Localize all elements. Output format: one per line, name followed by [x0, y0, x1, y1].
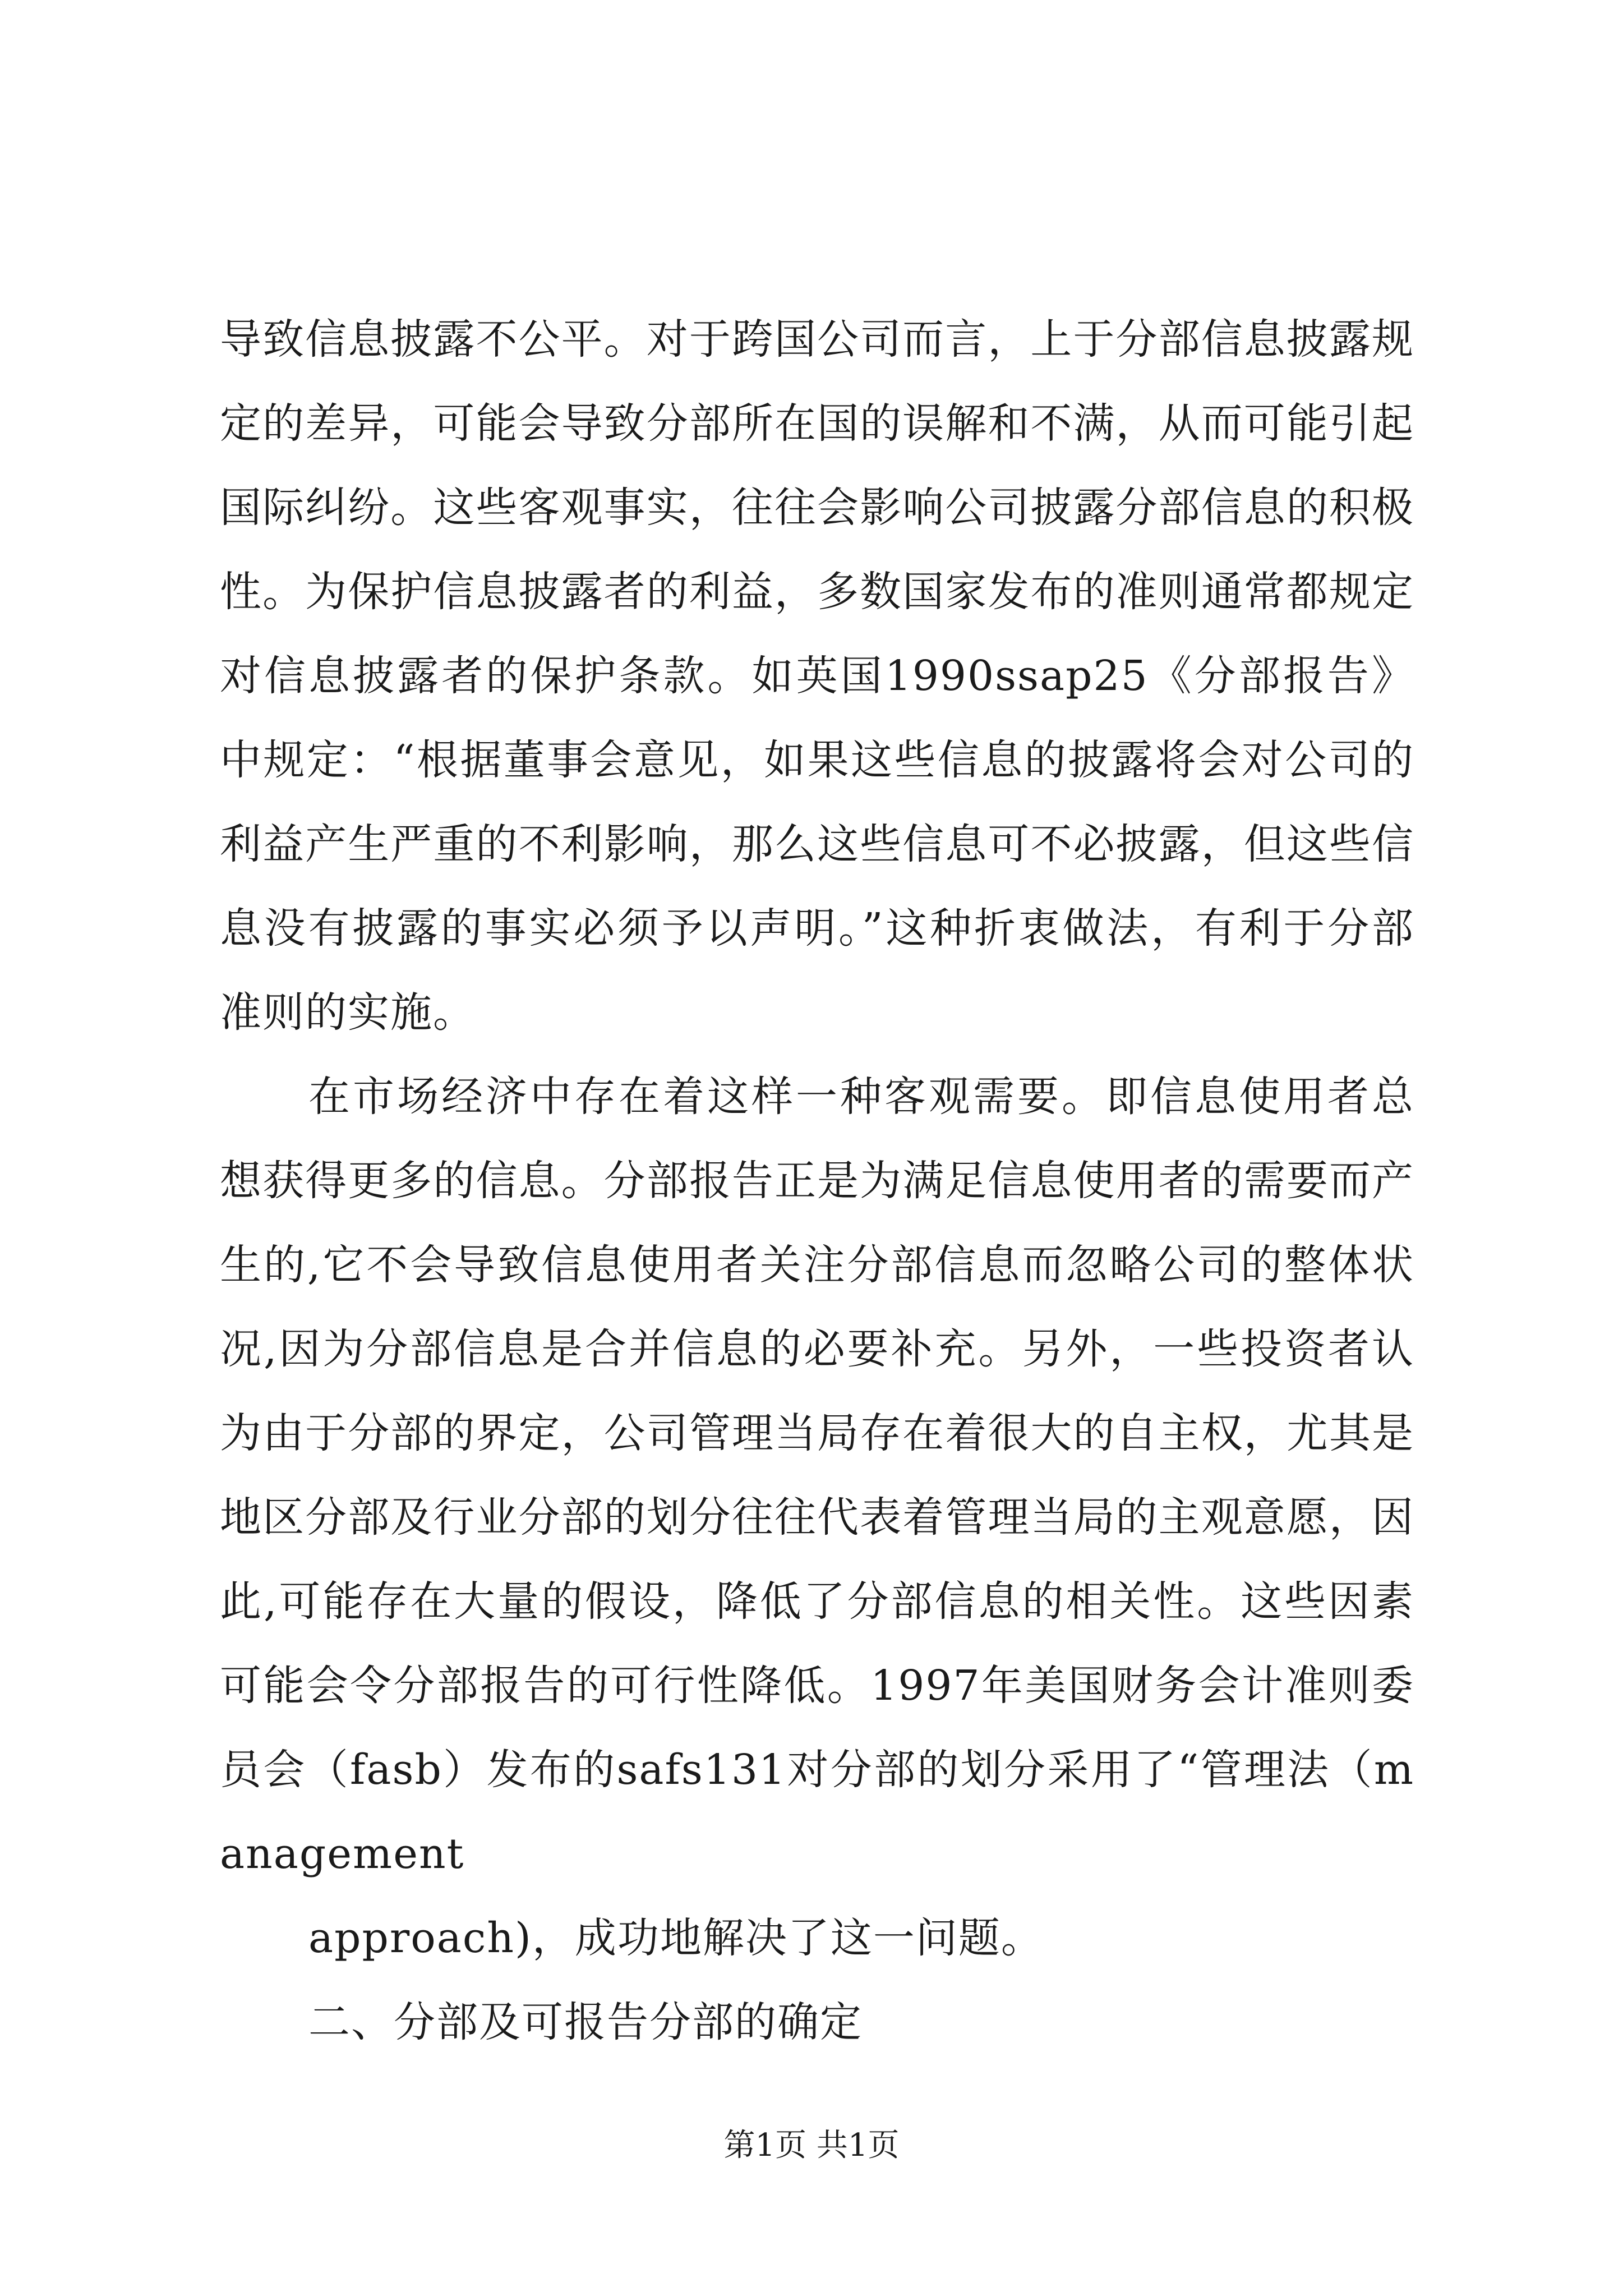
- page-footer: 第1页 共1页: [723, 2127, 900, 2164]
- paragraph-1: 导致信息披露不公平。对于跨国公司而言，上于分部信息披露规定的差异，可能会导致分部所在国的误解和不满，从而可能引起国际纠纷。这些客观事实，往往会影响公司披露分部信息的积极性。为保护信息披露者的利益，多数国家发布的准则通常都规定对信息披露者的保护条款。如英国1990ssap25《分部报告》中规定：“根据董事会意见，如果这些信息的披露将会对公司的利益产生严重的不利影响，那么这些信息可不必披露，但这些信息没有披露的事实必须予以声明。”这种折衷做法，有利于分部准则的实施。: [220, 315, 1414, 1037]
- section-heading: 二、分部及可报告分部的确定: [308, 1998, 863, 2046]
- paragraph-2: 在市场经济中存在着这样一种客观需要。即信息使用者总想获得更多的信息。分部报告正是为满足信息使用者的需要而产生的,它不会导致信息使用者关注分部信息而忽略公司的整体状况,因为分部信息是合并信息的必要补充。另外，一些投资者认为由于分部的界定，公司管理当局存在着很大的自主权，尤其是地区分部及行业分部的划分往往代表着管理当局的主观意愿，因此,可能存在大量的假设，降低了分部信息的相关性。这些因素可能会令分部报告的可行性降低。1997年美国财务会计准则委员会（fasb）发布的safs131对分部的划分采用了“管理法（management: [220, 1073, 1414, 1878]
- body-text: [220, 297, 1414, 2064]
- paragraph-3: approach)，成功地解决了这一问题。: [308, 1914, 1044, 1962]
